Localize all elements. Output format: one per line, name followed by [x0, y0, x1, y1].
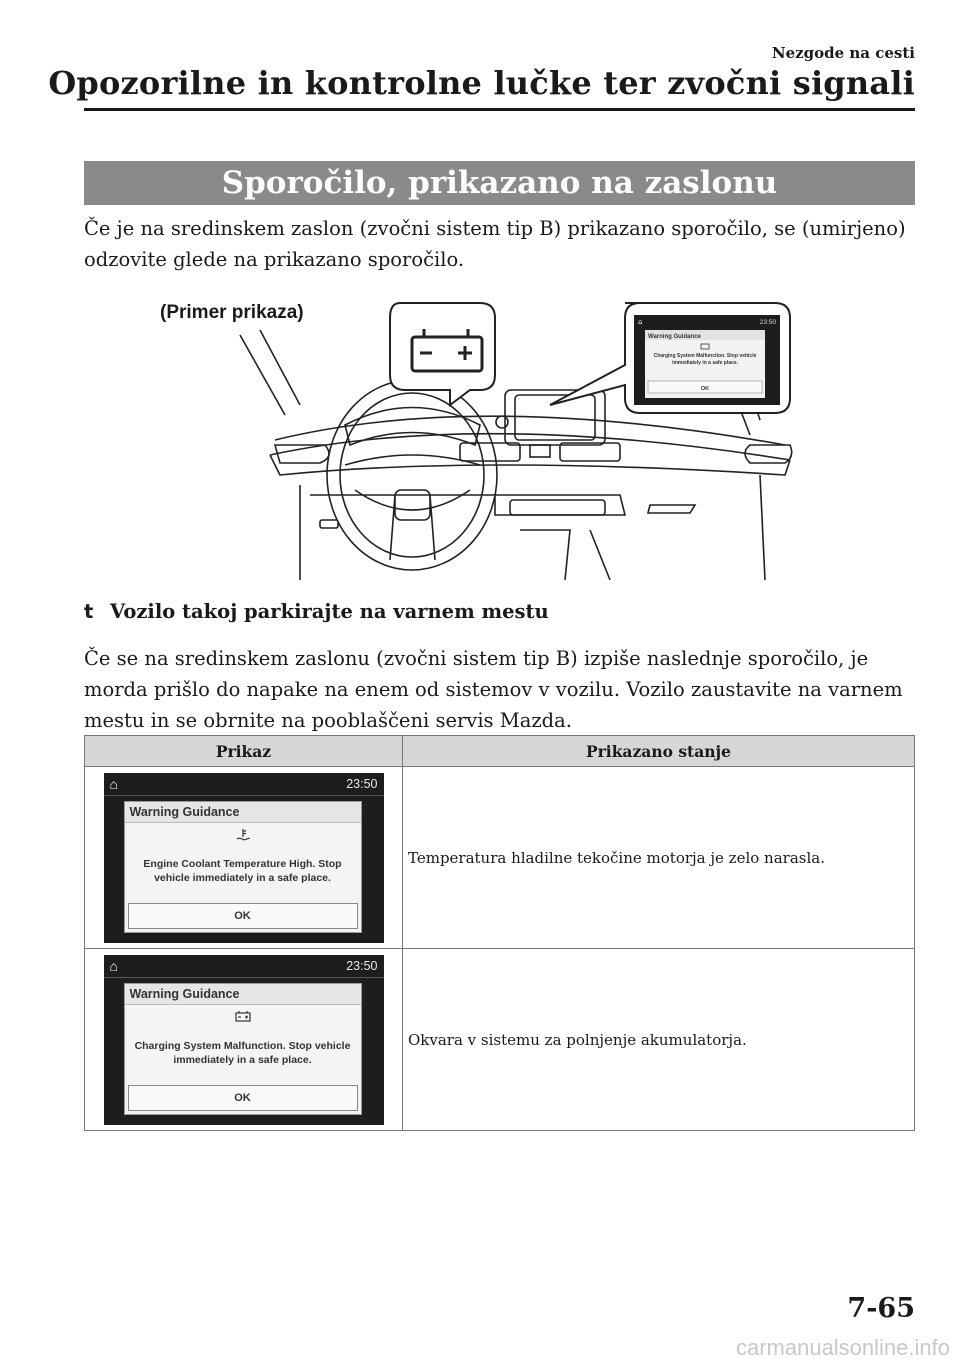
page-number: 7-65 [847, 1293, 915, 1324]
illustration-ok-button: OK [700, 386, 710, 392]
coolant-temperature-icon [125, 828, 361, 845]
warning-dialog [124, 983, 362, 1115]
table-cell-status: Temperatura hladilne tekočine motorja je zelo narasla. [403, 767, 915, 949]
warning-dialog [124, 801, 362, 933]
watermark: carmanualsonline.info [735, 1335, 950, 1360]
sub-heading [84, 600, 549, 623]
section-banner: Sporočilo, prikazano na zaslonu [84, 161, 915, 205]
clock-text: 23:50 [346, 776, 378, 791]
battery-icon [125, 1010, 361, 1025]
ok-button: OK [128, 903, 358, 929]
illustration-dialog-message: Charging System Malfunction. Stop vehicle immediately in a safe place. [653, 353, 757, 366]
dialog-message: Engine Coolant Temperature High. Stop vehicle immediately in a safe place. [143, 857, 342, 884]
intro-paragraph: Če je na sredinskem zaslon (zvočni sistem tip B) prikazano sporočilo, se (umirjeno) odzovite glede na prikazano sporočilo. [84, 217, 906, 271]
sub-heading-text: Vozilo takoj parkirajte na varnem mestu [110, 600, 549, 623]
dialog-title: Warning Guidance [125, 802, 361, 823]
home-icon: ⌂ [109, 957, 118, 974]
table-header-status: Prikazano stanje [403, 736, 915, 767]
table-header-display: Prikaz [85, 736, 403, 767]
clock-text: 23:50 [346, 958, 378, 973]
section-name: Nezgode na cesti [771, 44, 915, 62]
table-cell-status: Okvara v sistemu za polnjenje akumulatorja. [403, 949, 915, 1131]
page-title: Opozorilne in kontrolne lučke ter zvočni signali [48, 64, 915, 102]
header-rule [84, 108, 915, 111]
illustration-time: 23:50 [759, 319, 776, 326]
home-icon: ⌂ [109, 775, 118, 792]
illustration-dialog-title: Warning Guidance [648, 334, 701, 340]
dialog-message: Charging System Malfunction. Stop vehicle immediately in a safe place. [134, 1039, 351, 1066]
dialog-title: Warning Guidance [125, 984, 361, 1005]
message-table [84, 735, 915, 1131]
table-cell-display [85, 767, 403, 949]
table-cell-display [85, 949, 403, 1131]
table-row [85, 767, 915, 949]
table-row [85, 949, 915, 1131]
illustration-label: (Primer prikaza) [160, 302, 304, 323]
dashboard-illustration [150, 295, 800, 585]
body-paragraph: Če se na sredinskem zaslonu (zvočni sistem tip B) izpiše naslednje sporočilo, je morda prišlo do napake na enem od sistemov v vozilu. Vozilo zaustavite na varnem mestu in se obrnite na pooblaščeni servis Mazda. [84, 647, 903, 732]
bullet-marker: t [84, 600, 94, 623]
svg-text:⌂: ⌂ [638, 318, 643, 326]
ok-button: OK [128, 1085, 358, 1111]
display-screenshot [104, 955, 384, 1125]
display-screenshot [104, 773, 384, 943]
